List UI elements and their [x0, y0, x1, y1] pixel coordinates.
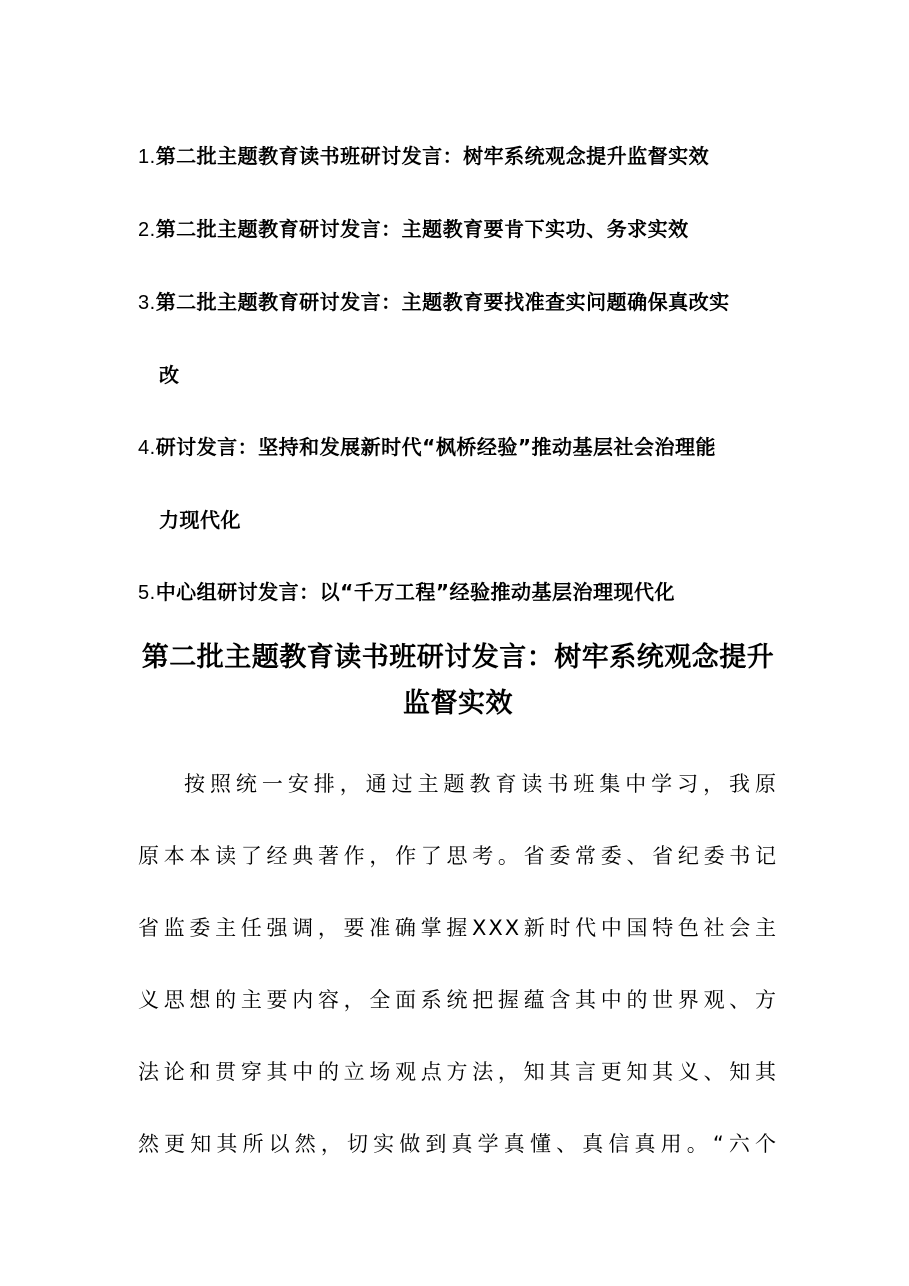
body-line: 然更知其所以然，切实做到真学真懂、真信真用。“六个 — [138, 1132, 778, 1156]
toc-item-text: 研讨发言：坚持和发展新时代“枫桥经验”推动基层社会治理能 — [155, 435, 716, 459]
toc-item-number: 1. — [138, 146, 156, 168]
body-line: 省监委主任强调，要准确掌握XXX新时代中国特色社会主 — [138, 916, 778, 940]
body-line: 法论和贯穿其中的立场观点方法，知其言更知其义、知其 — [138, 1060, 778, 1084]
body-line: 义思想的主要内容，全面系统把握蕴含其中的世界观、方 — [138, 988, 778, 1012]
toc-item-text: 第二批主题教育读书班研讨发言：树牢系统观念提升监督实效 — [155, 144, 710, 168]
toc-item-4-continuation: 力现代化 — [159, 508, 241, 532]
toc-item-1[interactable] — [138, 138, 778, 175]
toc-item-number: 3. — [138, 292, 156, 314]
toc-item-text: 第二批主题教育研讨发言：主题教育要找准查实问题确保真改实 — [155, 290, 730, 314]
body-line: 按照统一安排，通过主题教育读书班集中学习，我原 — [184, 772, 778, 796]
article-title-line-1: 第二批主题教育读书班研讨发言：树牢系统观念提升 — [141, 642, 775, 673]
body-line: 原本本读了经典著作，作了思考。省委常委、省纪委书记 — [138, 844, 778, 868]
article-title — [138, 635, 778, 727]
article-title-line-2: 监督实效 — [403, 688, 513, 719]
table-of-contents — [138, 138, 778, 611]
toc-item-number: 5. — [138, 582, 156, 604]
toc-item-2[interactable] — [138, 211, 778, 248]
toc-item-3-continuation: 改 — [159, 363, 180, 387]
toc-item-number: 2. — [138, 219, 156, 241]
toc-item-3[interactable] — [138, 284, 778, 321]
toc-item-4[interactable] — [138, 429, 778, 466]
toc-item-text: 第二批主题教育研讨发言：主题教育要肯下实功、务求实效 — [155, 217, 689, 241]
toc-item-5[interactable] — [138, 574, 778, 611]
article-body — [138, 748, 778, 1180]
toc-item-text: 中心组研讨发言：以“千万工程”经验推动基层治理现代化 — [155, 580, 675, 604]
toc-item-number: 4. — [138, 437, 156, 459]
